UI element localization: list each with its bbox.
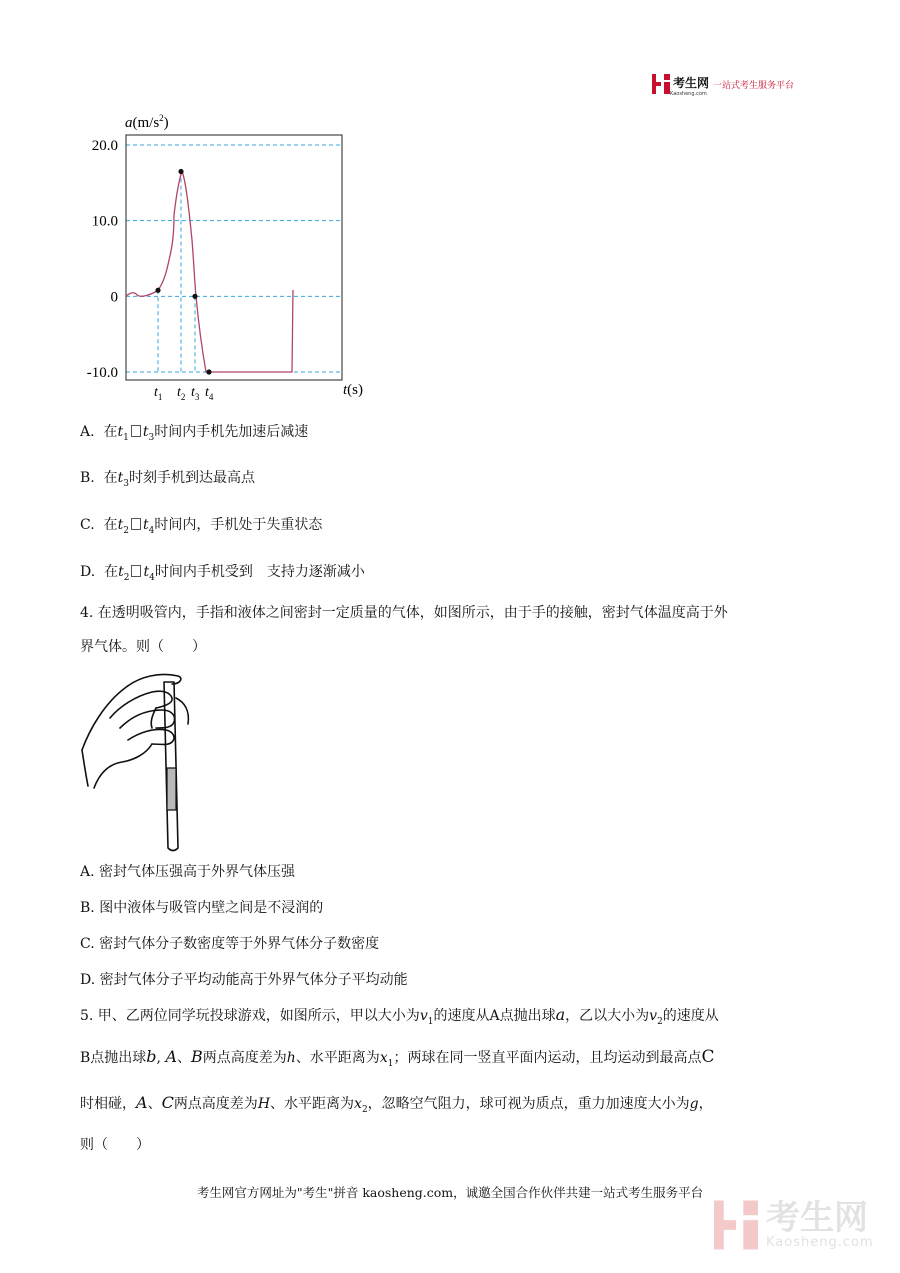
header-logo	[652, 73, 794, 95]
y-tick-label: 10.0	[91, 213, 118, 230]
straw-outline	[164, 682, 178, 851]
y-axis-label: $a(m/s^2)$	[125, 113, 169, 131]
liquid-column	[167, 768, 176, 810]
watermark	[714, 1197, 874, 1250]
x-marker-label: $t_3$	[191, 385, 200, 402]
q4-option-a: A. 密封气体压强高于外界气体压强	[80, 864, 296, 880]
kaosheng-logo-icon	[652, 74, 670, 94]
placeholder-box-icon	[131, 425, 141, 437]
x-marker-label: $t_1$	[154, 385, 163, 402]
q5-line3: 时相碰，A、C两点高度差为H、水平距离为$x_2$，忽略空气阻力，球可视为质点，重力加速度大小为g，	[80, 1093, 713, 1115]
time-marker-point	[155, 288, 160, 293]
q3-option-c: C. 在$t_2$ $t_4$时间内，手机处于失重状态	[80, 517, 323, 536]
q4-stem-line1: 4. 在透明吸管内，手指和液体之间密封一定质量的气体，如图所示，由于手的接触，密封气体温度高于外	[80, 605, 728, 621]
x-marker-label: $t_2$	[177, 385, 186, 402]
time-marker-point	[178, 169, 183, 174]
y-tick-label: 0	[110, 289, 118, 306]
logo-text	[670, 72, 709, 97]
hand-straw-figure	[80, 668, 195, 858]
time-marker-point	[206, 369, 211, 374]
y-tick-label: -10.0	[86, 365, 118, 381]
placeholder-box-icon	[131, 518, 141, 530]
q3-option-b: B. 在$t_3$时刻手机到达最高点	[80, 470, 256, 489]
watermark-logo-icon	[714, 1200, 758, 1250]
q5-line4: 则（ ）	[80, 1137, 150, 1153]
logo-slogan: 一站式考生服务平台	[713, 80, 795, 91]
q5-line2: B点抛出球b, A、B两点高度差为h、水平距离为$x_1$；两球在同一竖直平面内运动，且均运动到最高点C	[80, 1047, 715, 1069]
acceleration-curve	[126, 171, 293, 372]
time-marker-point	[192, 294, 197, 299]
q4-option-b: B. 图中液体与吸管内壁之间是不浸润的	[80, 900, 324, 916]
y-tick-label: 20.0	[91, 138, 118, 154]
q4-option-d: D. 密封气体分子平均动能高于外界气体分子平均动能	[80, 972, 408, 988]
logo-url: Kaosheng.com	[670, 90, 707, 97]
q3-option-a: A. 在$t_1$ $t_3$时间内手机先加速后减速	[80, 424, 309, 443]
q4-option-c: C. 密封气体分子数密度等于外界气体分子数密度	[80, 936, 380, 952]
placeholder-box-icon	[131, 565, 141, 577]
watermark-name: 考生网	[766, 1197, 868, 1238]
q5-line1: 5. 甲、乙两位同学玩投球游戏，如图所示，甲以大小为$v_1$的速度从A点抛出球a，乙以大小为$v_2$的速度从	[80, 1005, 719, 1027]
logo-name: 考生网	[673, 75, 710, 90]
q4-stem-line2: 界气体。则（ ）	[80, 639, 206, 655]
watermark-url: Kaosheng.com	[766, 1234, 874, 1250]
acceleration-chart	[70, 100, 390, 410]
footer-text: 考生网官方网址为"考生"拼音 kaosheng.com，诚邀全国合作伙伴共建一站式考生服务平台	[196, 1185, 704, 1200]
x-axis-label: t(s)	[343, 382, 363, 398]
q3-option-d: D. 在$t_2$ $t_4$时间内手机受到 支持力逐渐减小	[80, 564, 365, 583]
x-marker-label: $t_4$	[205, 385, 214, 402]
